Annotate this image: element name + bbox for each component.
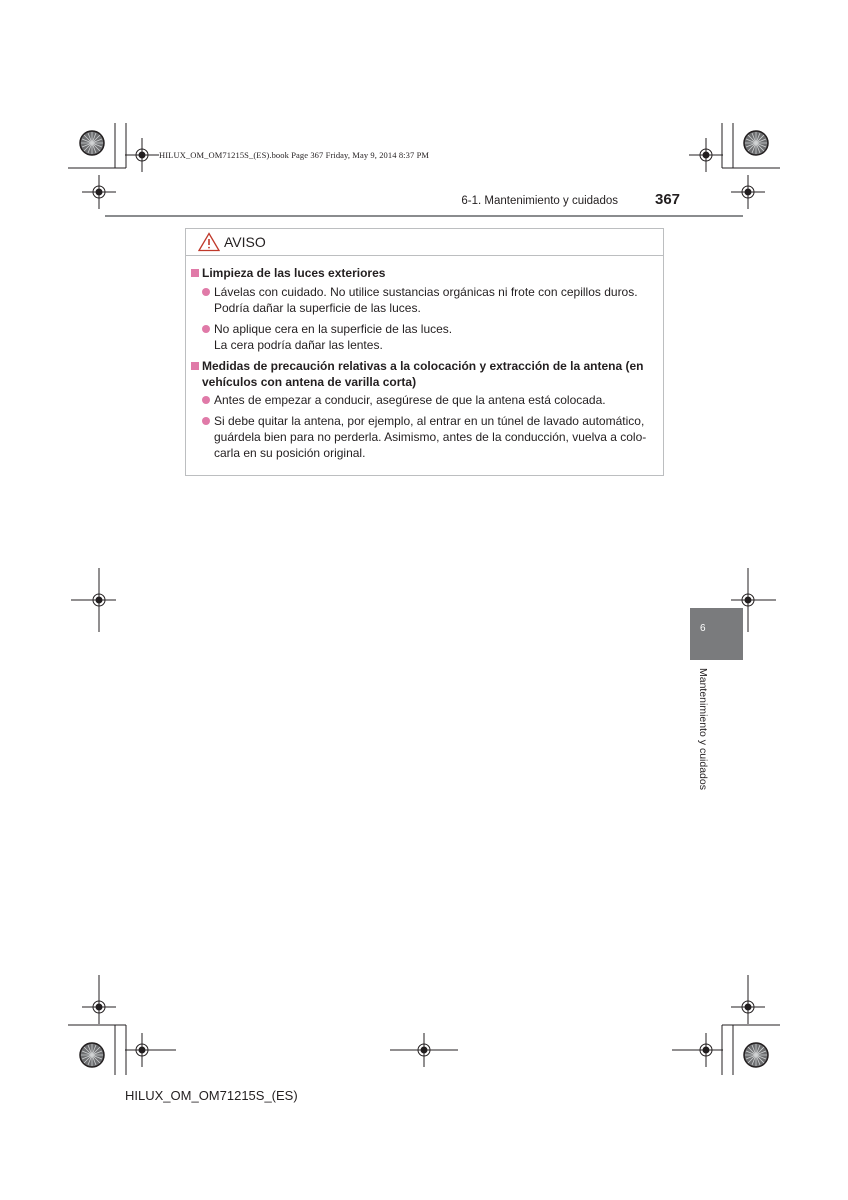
chapter-label: Mantenimiento y cuidados [697,668,709,790]
section-title: 6-1. Mantenimiento y cuidados [461,195,618,207]
list-item: Si debe quitar la antena, por ejemplo, al entrar en un túnel de lavado automático, guárdela bien para no perderla. Asimismo, antes de la conducción, vuelva a colo- carla en su posición original. [214,413,659,461]
list-item: Antes de empezar a conducir, asegúrese de que la antena está colocada. [214,392,659,408]
print-header: HILUX_OM_OM71215S_(ES).book Page 367 Friday, May 9, 2014 8:37 PM [159,150,430,160]
item-heading: Medidas de precaución relativas a la colocación y extracción de la antena (en vehículos con antena de varilla corta) [202,358,660,390]
list-item: No aplique cera en la superficie de las luces. La cera podría dañar las lentes. [214,321,659,353]
item-heading: Limpieza de las luces exteriores [202,265,660,281]
chapter-tab [690,608,743,660]
list-item: Lávelas con cuidado. No utilice sustancias orgánicas ni frote con cepillos duros. Podría dañar la superficie de las luces. [214,284,659,316]
square-bullet-icon [191,269,199,277]
square-bullet-icon [191,362,199,370]
chapter-number: 6 [700,623,706,634]
circle-bullet-icon [202,417,210,425]
header-rule [105,215,743,217]
warning-triangle-icon [198,232,220,252]
circle-bullet-icon [202,288,210,296]
warning-box [185,228,664,476]
footer-manual-id: HILUX_OM_OM71215S_(ES) [125,1088,298,1103]
page-number: 367 [655,191,681,208]
warning-title: AVISO [224,234,266,250]
circle-bullet-icon [202,396,210,404]
warning-header [186,229,663,256]
circle-bullet-icon [202,325,210,333]
